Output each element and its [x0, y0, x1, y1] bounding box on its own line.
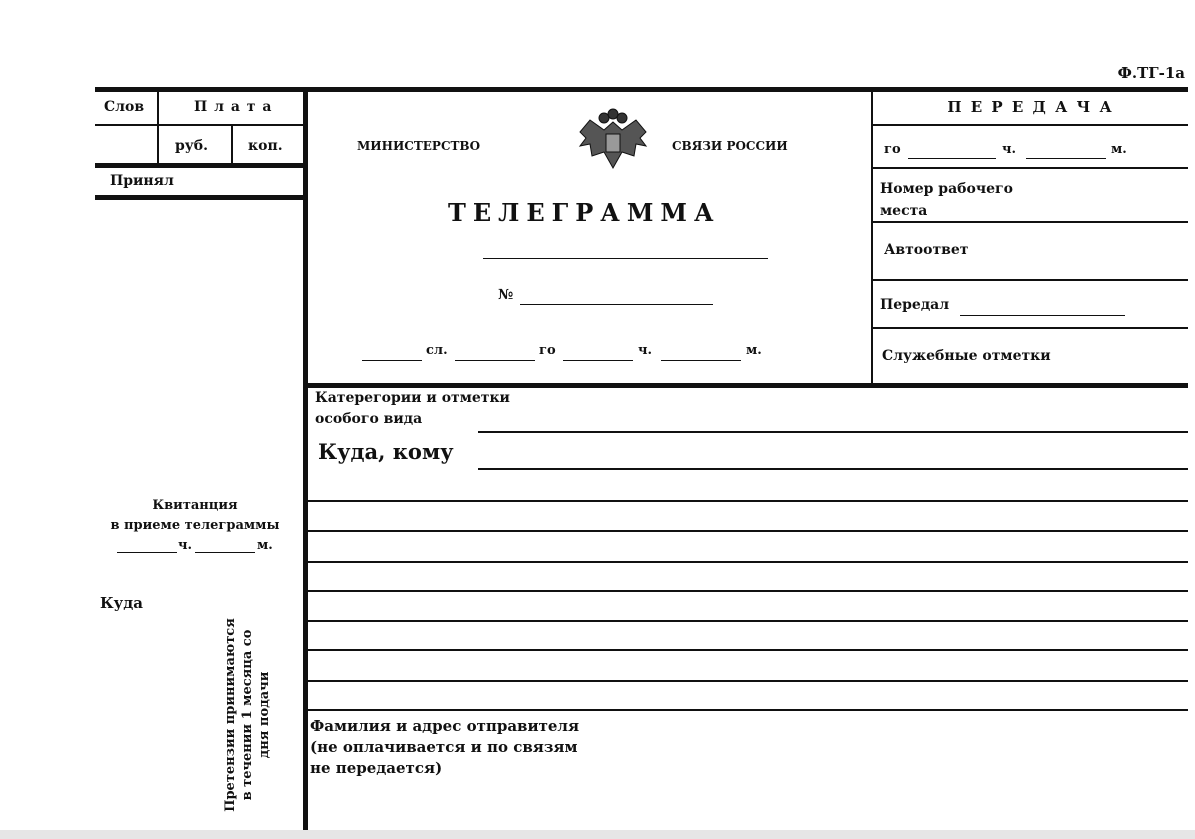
message-line[interactable] [308, 530, 1188, 532]
ministry-label: МИНИСТЕРСТВО [357, 139, 481, 153]
words-label: Слов [104, 99, 145, 115]
receipt-hours-field[interactable] [117, 552, 177, 553]
sender-line: Фамилия и адрес отправителя [310, 717, 580, 735]
divider [872, 167, 1188, 169]
message-line[interactable] [308, 590, 1188, 592]
divider [95, 124, 305, 126]
message-line[interactable] [308, 500, 1188, 502]
minutes-label: м. [1111, 142, 1127, 157]
number-label: № [498, 287, 514, 303]
workplace-label [880, 178, 1013, 222]
form-title: ТЕЛЕГРАММА [448, 198, 721, 227]
workplace-line: Номер рабочего [880, 181, 1013, 197]
kop-label: коп. [248, 138, 283, 154]
sender-line: не передается) [310, 759, 443, 777]
categories-line: особого вида [315, 411, 423, 427]
hours-label: ч. [178, 538, 193, 553]
minutes-label: м. [746, 343, 762, 358]
sl-label: сл. [426, 343, 448, 358]
hours-field[interactable] [563, 360, 633, 361]
divider [231, 125, 233, 165]
receipt-label [95, 496, 295, 536]
transfer-go-field[interactable] [908, 158, 996, 159]
minutes-label: м. [257, 538, 273, 553]
hours-label: ч. [638, 343, 653, 358]
receipt-line: Квитанция [152, 498, 238, 513]
hours-label: ч. [1002, 142, 1017, 157]
sent-by-label: Передал [880, 297, 950, 313]
claims-line: дня подачи [257, 671, 272, 759]
address-line[interactable] [478, 468, 1188, 470]
ministry-label-2: СВЯЗИ РОССИИ [672, 139, 788, 153]
sender-label [310, 716, 579, 779]
workplace-line: места [880, 203, 928, 219]
service-marks-label: Служебные отметки [882, 348, 1051, 364]
where-label: Куда [100, 594, 143, 612]
divider [872, 221, 1188, 223]
divider [871, 90, 873, 386]
message-line[interactable] [308, 649, 1188, 651]
number-field[interactable] [520, 304, 713, 305]
claims-line: Претензии принимаются [223, 618, 238, 812]
categories-label [315, 388, 510, 430]
go-label: го [884, 142, 901, 157]
divider [157, 90, 159, 165]
categories-field[interactable] [478, 431, 1188, 433]
bottom-bar [0, 830, 1195, 839]
message-line[interactable] [308, 620, 1188, 622]
divider [872, 327, 1188, 329]
payment-label: П л а т а [194, 99, 273, 115]
message-line[interactable] [308, 709, 1188, 711]
rub-label: руб. [175, 138, 208, 154]
minutes-field[interactable] [661, 360, 741, 361]
go-label: го [539, 343, 556, 358]
categories-line: Катерегории и отметки [315, 390, 510, 406]
sent-by-field[interactable] [960, 315, 1125, 316]
form-code: Ф.ТГ-1а [1117, 64, 1185, 82]
autoreply-label: Автоответ [884, 242, 969, 258]
divider [95, 195, 305, 200]
divider [95, 163, 305, 168]
sender-line: (не оплачивается и по связям [310, 738, 578, 756]
transfer-hours-field[interactable] [1026, 158, 1106, 159]
divider [872, 124, 1188, 126]
receipt-minutes-field[interactable] [195, 552, 255, 553]
message-line[interactable] [308, 680, 1188, 682]
divider [872, 279, 1188, 281]
to-whom-label: Куда, кому [318, 439, 454, 464]
claims-note [222, 610, 273, 820]
words-count-field[interactable] [362, 360, 422, 361]
receipt-line: в приеме телеграммы [110, 518, 280, 533]
accepted-label: Принял [110, 173, 174, 189]
message-line[interactable] [308, 561, 1188, 563]
divider [95, 87, 1188, 92]
go-field[interactable] [455, 360, 535, 361]
title-field[interactable] [483, 258, 768, 259]
coat-of-arms-icon [576, 108, 650, 176]
transfer-title: П Е Р Е Д А Ч А [947, 98, 1114, 116]
claims-line: в течении 1 месяца со [240, 629, 255, 801]
